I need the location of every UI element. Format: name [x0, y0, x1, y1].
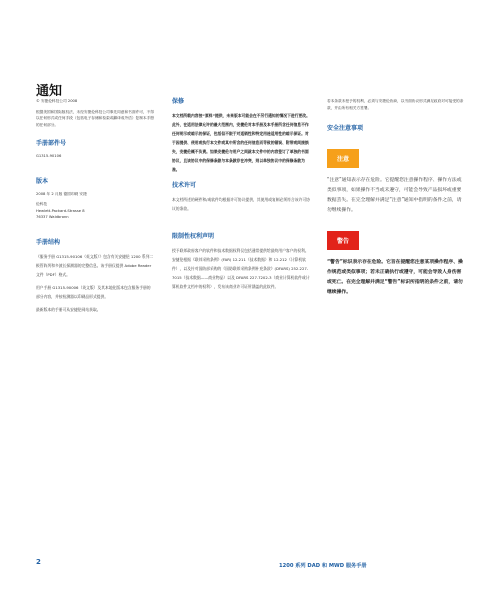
structure-paragraph-1: 《服务手册 G1315-90106（英文版）》包含有关安捷伦 1200 系列二极管阵列和多波长探测器的完整信息。该手册仅提供 Adobe Reader 文件（PDF）格式。	[36, 253, 154, 277]
company-name: 伦科技	[36, 202, 48, 206]
warning-label: 警告	[327, 231, 359, 250]
address-line-1: Hewlett-Packard-Strasse 8	[36, 208, 85, 213]
structure-paragraph-2: 用户手册 G1315-90006（英文版）及其本地化版本包含服务手册的部分内容，并按检测器以印刷品形式提供。	[36, 284, 151, 299]
page-number: 2	[36, 558, 41, 566]
copyright-notice: © 安捷伦科技公司 2008	[36, 99, 78, 103]
edition-date: 2008 年 2 月版 德国印刷 安捷	[36, 191, 87, 196]
restricted-rights-text: 授予联邦政府客户的软件和技术数据权利仅包括通常提供给最终用户客户的权利。安捷伦根据《联邦采购条例》(FAR) 12.211（技术数据）和 12.212（计算机软件），以及针对国防部采购的《国防联邦采购条例补充条款》(DFARS) 252.227-7015（技术数据——商业物品）以及 DFARS 227.7202-3（商业计算机软件或计算机软件文档中的权利），发布该商业许可证所涵盖的此软件。	[172, 248, 310, 289]
technology-license-text: 本文档所述的硬件和/或软件均根据许可协议提供，其使用或复制必须符合该许可协议的条款。	[172, 197, 310, 211]
restricted-rights-heading: 限制性权利声明	[172, 233, 215, 240]
copyright-text: 根据美国和国际版权法，未经安捷伦科技公司事先同意和书面许可，不得以任何形式或任何手段（包括电子存储和检索或翻译成外语）复制本手册的任何部分。	[36, 109, 154, 127]
manual-part-heading: 手册部件号	[36, 140, 67, 147]
safety-notices-heading: 安全注意事项	[327, 125, 364, 132]
edition-heading: 版本	[36, 177, 49, 185]
structure-paragraph-3: 最新版本的手册可从安捷伦网站获取。	[36, 306, 101, 312]
warranty-heading: 保修	[172, 98, 185, 105]
address-line-2: 76337 Waldbronn	[36, 215, 69, 219]
page-title: 通知	[36, 84, 63, 99]
manual-part-number: G1315-90106	[36, 154, 62, 158]
column-left	[36, 98, 154, 318]
rights-intro-text: 若本条款未授予的权利，必须与安捷伦协商，以书面协议形式满足政府对可接受的条款，并由所有相关方签署。	[327, 99, 464, 110]
column-middle	[172, 98, 312, 295]
column-right	[327, 98, 465, 302]
warranty-text: 本文档所载内容按“原样”提供，未来版本可能会在不另行通知的情况下进行更改。此外，在适用法律允许的最大范围内，安捷伦对本手册及本手册所含任何信息不作任何明示或暗示的保证，包括但不限于对适销性和特定用途适用性的暗示保证。对于因提供、使用或执行本文件或其中所含的任何信息而导致的错误、附带或间接损失，安捷伦概不负责。如果安捷伦与用户之间就本文件中的内容签订了单独的书面协议，且该协议中的保修条款与本条款存在冲突，则以单独协议中的保修条款为准。	[172, 113, 310, 172]
caution-text: “注意”通知表示存在危险。它提醒您注意操作程序、操作方法或类似事项，如果操作不当或未遵守，可能会导致产品损坏或重要数据丢失。在完全理解并满足“注意”通知中指明的条件之前，请勿继续操作。	[327, 178, 462, 213]
warning-text: “警告”标识表示存在危险。它旨在提醒您注意某项操作程序、操作规范或类似事项；若未正确执行或遵守，可能会导致人身伤害或死亡。在完全理解并满足“警告”标识所指明的条件之前，请勿继续操作。	[327, 260, 463, 295]
technology-license-heading: 技术许可	[172, 182, 197, 189]
footer-manual-title: 1200 系列 DAD 和 MWD 服务手册	[279, 563, 367, 569]
manual-structure-heading: 手册结构	[36, 238, 61, 246]
caution-label: 注意	[327, 149, 359, 168]
